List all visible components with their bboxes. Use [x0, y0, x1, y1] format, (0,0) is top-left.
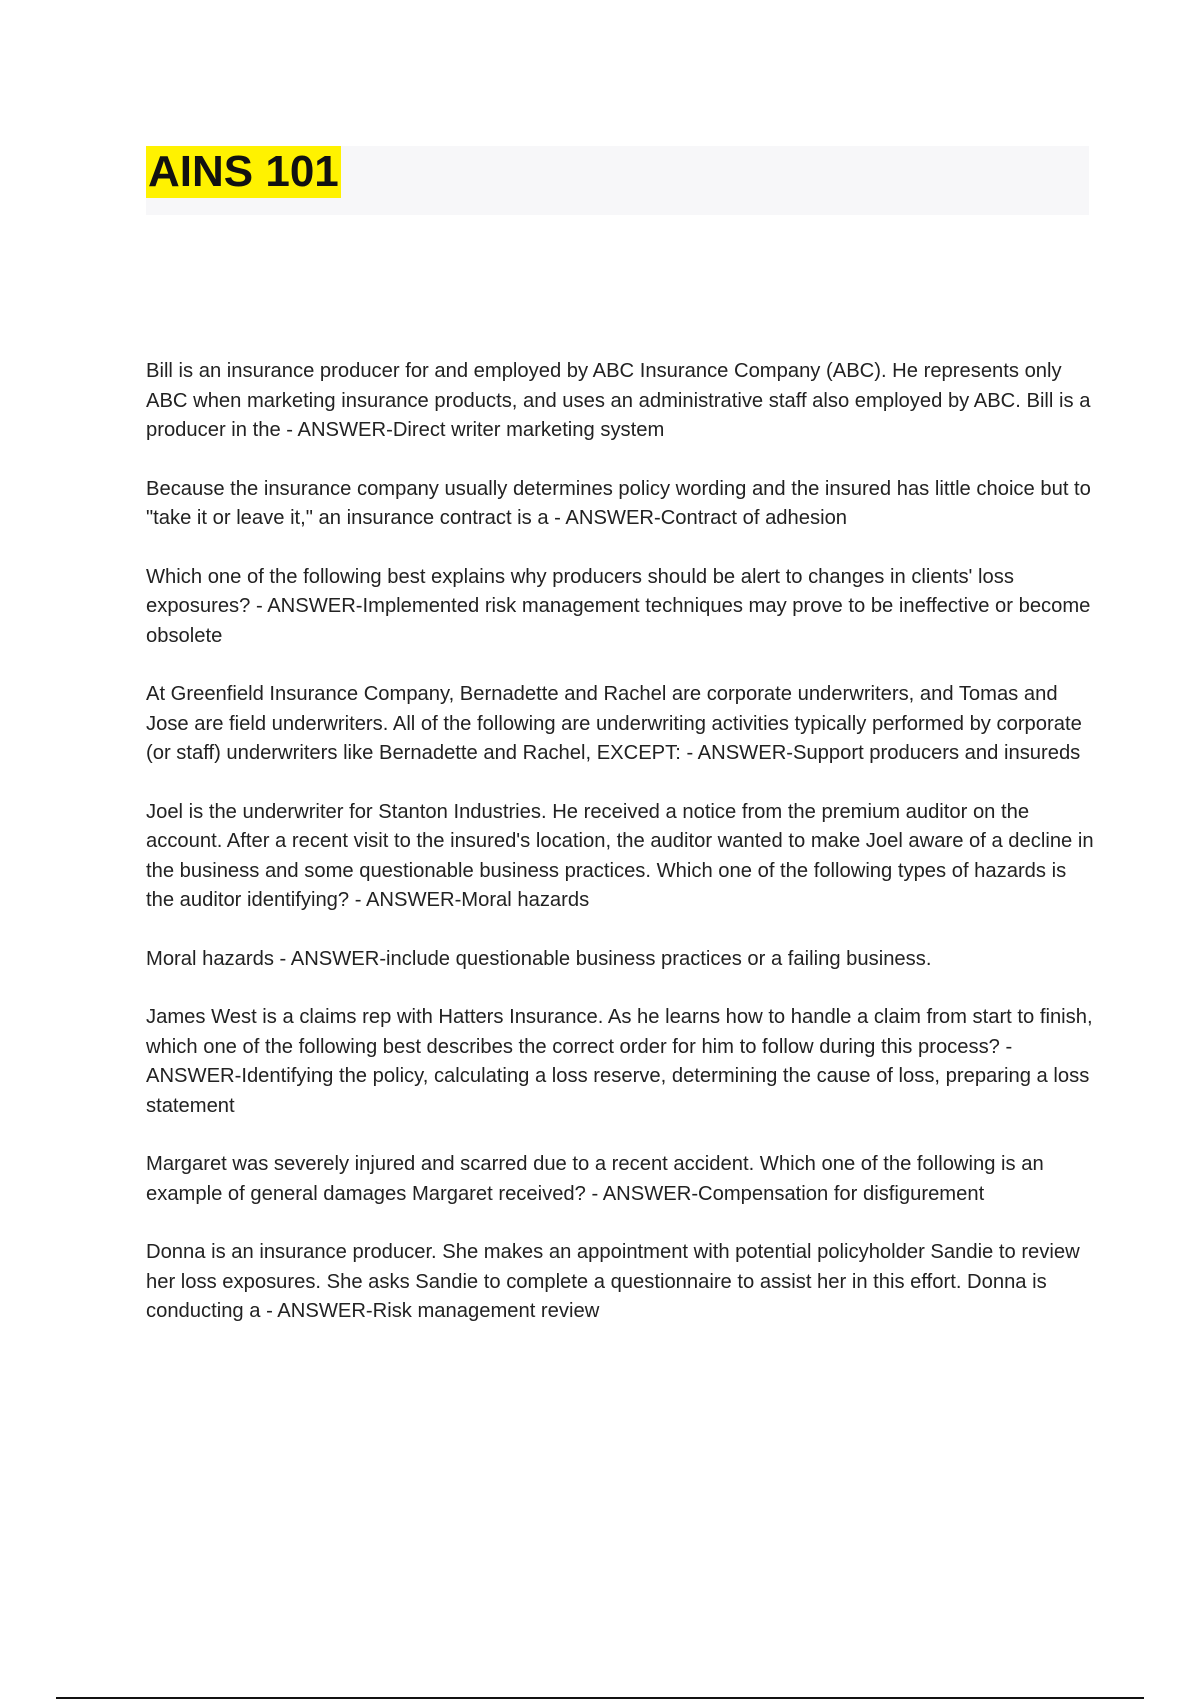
qa-paragraph: James West is a claims rep with Hatters Insurance. As he learns how to handle a claim from start to finish, which one of the following best describes the correct order for him to follow during this process? - ANSWER-Identifying the policy, calculating a loss reserve, determining the cause of loss, preparing a loss statement — [146, 1006, 1093, 1117]
qa-paragraph: At Greenfield Insurance Company, Bernadette and Rachel are corporate underwriters, and Tomas and Jose are field underwriters. All of the following are underwriting activities typically performed by corporate (or staff) underwriters like Bernadette and Rachel, EXCEPT: - ANSWER-Support producers and insureds — [146, 683, 1082, 764]
qa-paragraph: Moral hazards - ANSWER-include questionable business practices or a failing business. — [146, 947, 932, 970]
footer-divider — [56, 1697, 1144, 1699]
page-title: AINS 101 — [148, 147, 339, 196]
qa-paragraph: Because the insurance company usually determines policy wording and the insured has little choice but to "take it or leave it," an insurance contract is a - ANSWER-Contract of adhesion — [146, 477, 1091, 529]
qa-paragraph: Which one of the following best explains why producers should be alert to changes in clients' loss exposures? - ANSWER-Implemented risk management techniques may prove to be ineffective or become obsolete — [146, 565, 1091, 647]
qa-paragraph: Bill is an insurance producer for and employed by ABC Insurance Company (ABC). He represents only ABC when marketing insurance products, and uses an administrative staff also employed by ABC. Bill is a producer in the - ANSWER-Direct writer marketing system — [146, 360, 1091, 441]
qa-paragraph: Margaret was severely injured and scarred due to a recent accident. Which one of the following is an example of general damages Margaret received? - ANSWER-Compensation for disfigurement — [146, 1153, 1044, 1205]
qa-paragraph: Joel is the underwriter for Stanton Industries. He received a notice from the premium auditor on the account. After a recent visit to the insured's location, the auditor wanted to make Joel aware of a decline in the business and some questionable business practices. Which one of the following types of hazards is the auditor identifying? - ANSWER-Moral hazards — [146, 800, 1094, 911]
qa-list — [146, 357, 1096, 1356]
qa-paragraph: Donna is an insurance producer. She makes an appointment with potential policyholder Sandie to review her loss exposures. She asks Sandie to complete a questionnaire to assist her in this effort. Donna is conducting a - ANSWER-Risk management review — [146, 1241, 1080, 1322]
title-bar — [146, 146, 1089, 215]
